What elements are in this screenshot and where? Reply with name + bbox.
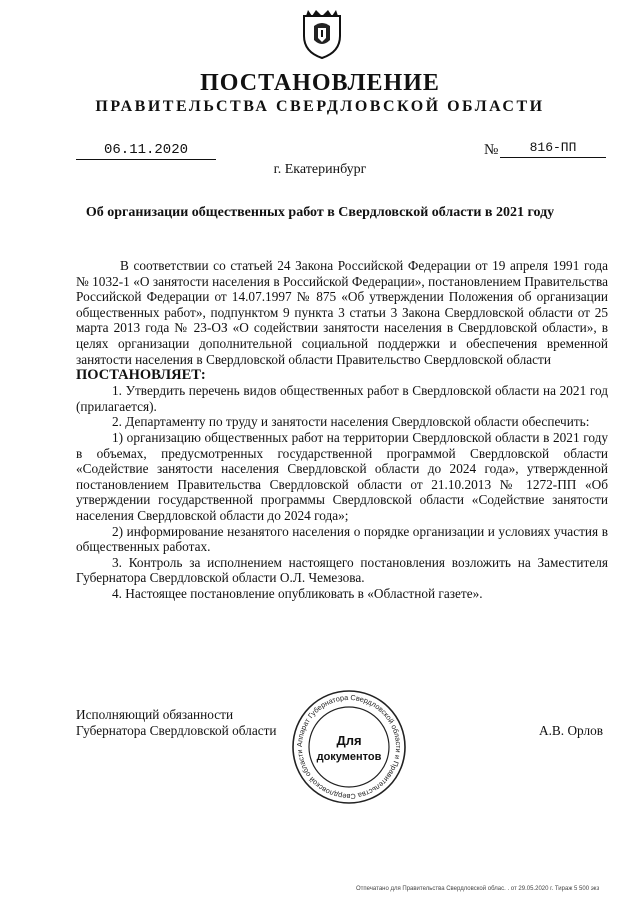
signature-name: А.В. Орлов xyxy=(539,723,604,738)
list-item: 1) организацию общественных работ на территории Свердловской области в 2021 году в объемах, предусмотренных государственной программой Свердловской области «Содействие занятости населения Свердловской области до 2024 года», утвержденной постановлением Правительства Свердловской области от 21.10.2013 № 1272-ПП «Об утверждении государственной программы Свердловской области «Содействие занятости населения Свердловской области до 2024 года»; xyxy=(76,429,608,523)
number-label: № xyxy=(484,142,499,158)
list-item: 3. Контроль за исполнением настоящего постановления возложить на Заместителя Губернатора Свердловской области О.Л. Чемезова. xyxy=(76,554,608,586)
signature-position-line1: Исполняющий обязанности xyxy=(76,707,234,722)
signature-position-line2: Губернатора Свердловской области xyxy=(76,723,277,738)
document-subject: Об организации общественных работ в Свердловской области в 2021 году xyxy=(85,205,555,220)
stamp-ring-text: Аппарат Губернатора Свердловской области и Правительства Свердловской области xyxy=(294,692,404,802)
document-date: 06.11.2020 xyxy=(76,142,216,160)
document-title: ПОСТАНОВЛЕНИЕ xyxy=(200,70,440,96)
print-footer: Отпечатано для Правительства Свердловской облас. . от 29.05.2020 г. Тираж 5 500 экз xyxy=(356,886,600,892)
stamp-center-line1: Для xyxy=(336,733,362,748)
signature-position xyxy=(76,707,277,739)
city: г. Екатеринбург xyxy=(273,162,367,177)
stamp-center-line2: документов xyxy=(316,751,382,763)
list-item: 4. Настоящее постановление опубликовать в «Областной газете». xyxy=(112,585,483,601)
list-item: 1. Утвердить перечень видов общественных работ в Свердловской области на 2021 год (прилагается). xyxy=(76,383,608,414)
stamp xyxy=(290,688,408,806)
list-item: 2. Департаменту по труду и занятости населения Свердловской области обеспечить: xyxy=(112,414,590,430)
document-subtitle: ПРАВИТЕЛЬСТВА СВЕРДЛОВСКОЙ ОБЛАСТИ xyxy=(95,98,545,115)
list-item: 2) информирование незанятого населения о порядке организации и условиях участия в общественных работах. xyxy=(76,523,608,555)
decree-word: ПОСТАНОВЛЯЕТ: xyxy=(76,367,206,384)
document-body xyxy=(76,258,608,601)
coat-of-arms-icon xyxy=(300,6,344,60)
document-number: 816-ПП xyxy=(500,140,606,158)
preamble: В соответствии со статьей 24 Закона Российской Федерации от 19 апреля 1991 года № 1032-1 «О занятости населения в Российской Федерации», постановлением Правительства Российской Федерации от 14.07.1997 № 875 «Об утверждении Положения об организации общественных работ», подпунктом 9 пункта 3 статьи 3 Закона Свердловской области от 25 марта 2013 года № 23-ОЗ «О содействии занятости населения в Свердловской области», в целях организации дополнительной социальной поддержки и обеспечения временной занятости населения в Свердловской области Правительство Свердловской области xyxy=(76,258,608,367)
